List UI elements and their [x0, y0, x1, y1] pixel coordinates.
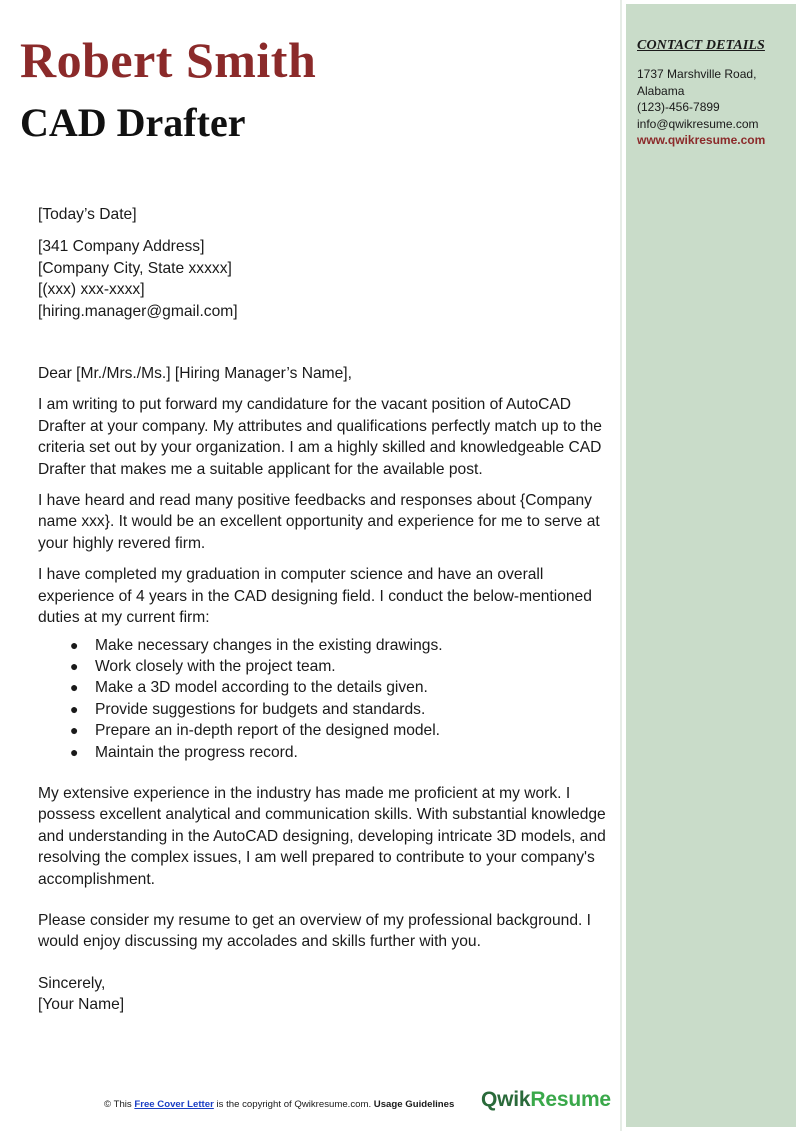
contact-heading: CONTACT DETAILS — [637, 38, 765, 53]
footer-prefix: This — [113, 1099, 132, 1110]
paragraph-closing: Please consider my resume to get an overview of my professional background. I would enjoy discussing my accolades and skills further with you. — [38, 911, 591, 951]
recipient-line: [341 Company Address] — [38, 238, 205, 256]
letter-body — [38, 204, 608, 1016]
contact-email: info@qwikresume.com — [637, 116, 759, 131]
copyright-icon: © — [104, 1099, 112, 1110]
contact-website: www.qwikresume.com — [637, 133, 766, 147]
duties-list — [38, 635, 608, 763]
recipient-line: [Company City, State xxxxx] — [38, 259, 232, 277]
bullet-icon: ● — [70, 743, 79, 760]
bullet-icon: ● — [70, 679, 79, 696]
bullet-icon: ● — [70, 636, 79, 653]
bullet-icon: ● — [70, 657, 79, 674]
list-item: ● Provide suggestions for budgets and standards. — [38, 699, 608, 720]
paragraph-experience: I have completed my graduation in computer science and have an overall experience of 4 years in the CAD designing field. I conduct the below-mentioned duties at my current firm: — [38, 566, 592, 627]
letter-date: [Today’s Date] — [38, 206, 137, 223]
bullet-icon: ● — [70, 722, 79, 739]
paragraph-skills: My extensive experience in the industry has made me proficient at my work. I possess excellent analytical and communication skills. With substantial knowledge and understanding in the AutoCAD designing, developing intricate 3D models, and resolving the complex issues, I am well prepared to contribute to your company's accomplishment. — [38, 784, 606, 888]
contact-phone: (123)-456-7899 — [637, 100, 720, 114]
paragraph-company: I have heard and read many positive feedbacks and responses about {Company name xxx}. It would be an excellent opportunity and experience for me to serve at your highly revered firm. — [38, 492, 600, 552]
contact-sidebar — [626, 4, 796, 1127]
logo-part-resume: Resume — [530, 1088, 611, 1111]
usage-guidelines-link[interactable]: Usage Guidelines — [373, 1099, 455, 1110]
logo-part-qwik: Qwik — [481, 1088, 531, 1111]
qwikresume-logo[interactable] — [481, 1088, 611, 1112]
free-cover-letter-link[interactable]: Free Cover Letter — [134, 1099, 214, 1110]
list-item: ● Maintain the progress record. — [38, 742, 608, 763]
list-item: ● Make necessary changes in the existing drawings. — [38, 635, 608, 656]
list-item: ● Make a 3D model according to the details given. — [38, 677, 608, 698]
contact-address-line2: Alabama — [637, 83, 685, 98]
footer-middle: is the copyright of Qwikresume.com. — [216, 1099, 372, 1110]
recipient-line: [(xxx) xxx-xxxx] — [38, 281, 145, 299]
recipient-line: [hiring.manager@gmail.com] — [38, 302, 238, 320]
bullet-icon: ● — [70, 700, 79, 717]
paragraph-intro: I am writing to put forward my candidature for the vacant position of AutoCAD Drafter at your company. My attributes and qualifications perfectly match up to the criteria set out by your organization. I am a highly skilled and knowledgeable CAD Drafter that makes me a suitable applicant for the available post. — [38, 396, 602, 478]
salutation: Dear [Mr./Mrs./Ms.] [Hiring Manager’s Name], — [38, 365, 352, 383]
signature: [Your Name] — [38, 996, 125, 1014]
applicant-name: Robert Smith — [20, 32, 317, 88]
list-item: ● Work closely with the project team. — [38, 656, 608, 677]
footer-copyright — [104, 1099, 454, 1110]
closing: Sincerely, — [38, 974, 106, 992]
list-item: ● Prepare an in-depth report of the designed model. — [38, 720, 608, 741]
job-title: CAD Drafter — [20, 100, 246, 145]
contact-address-line1: 1737 Marshville Road, — [637, 67, 757, 81]
contact-details — [637, 66, 787, 149]
recipient-address — [38, 236, 608, 322]
sidebar-divider — [620, 0, 622, 1131]
